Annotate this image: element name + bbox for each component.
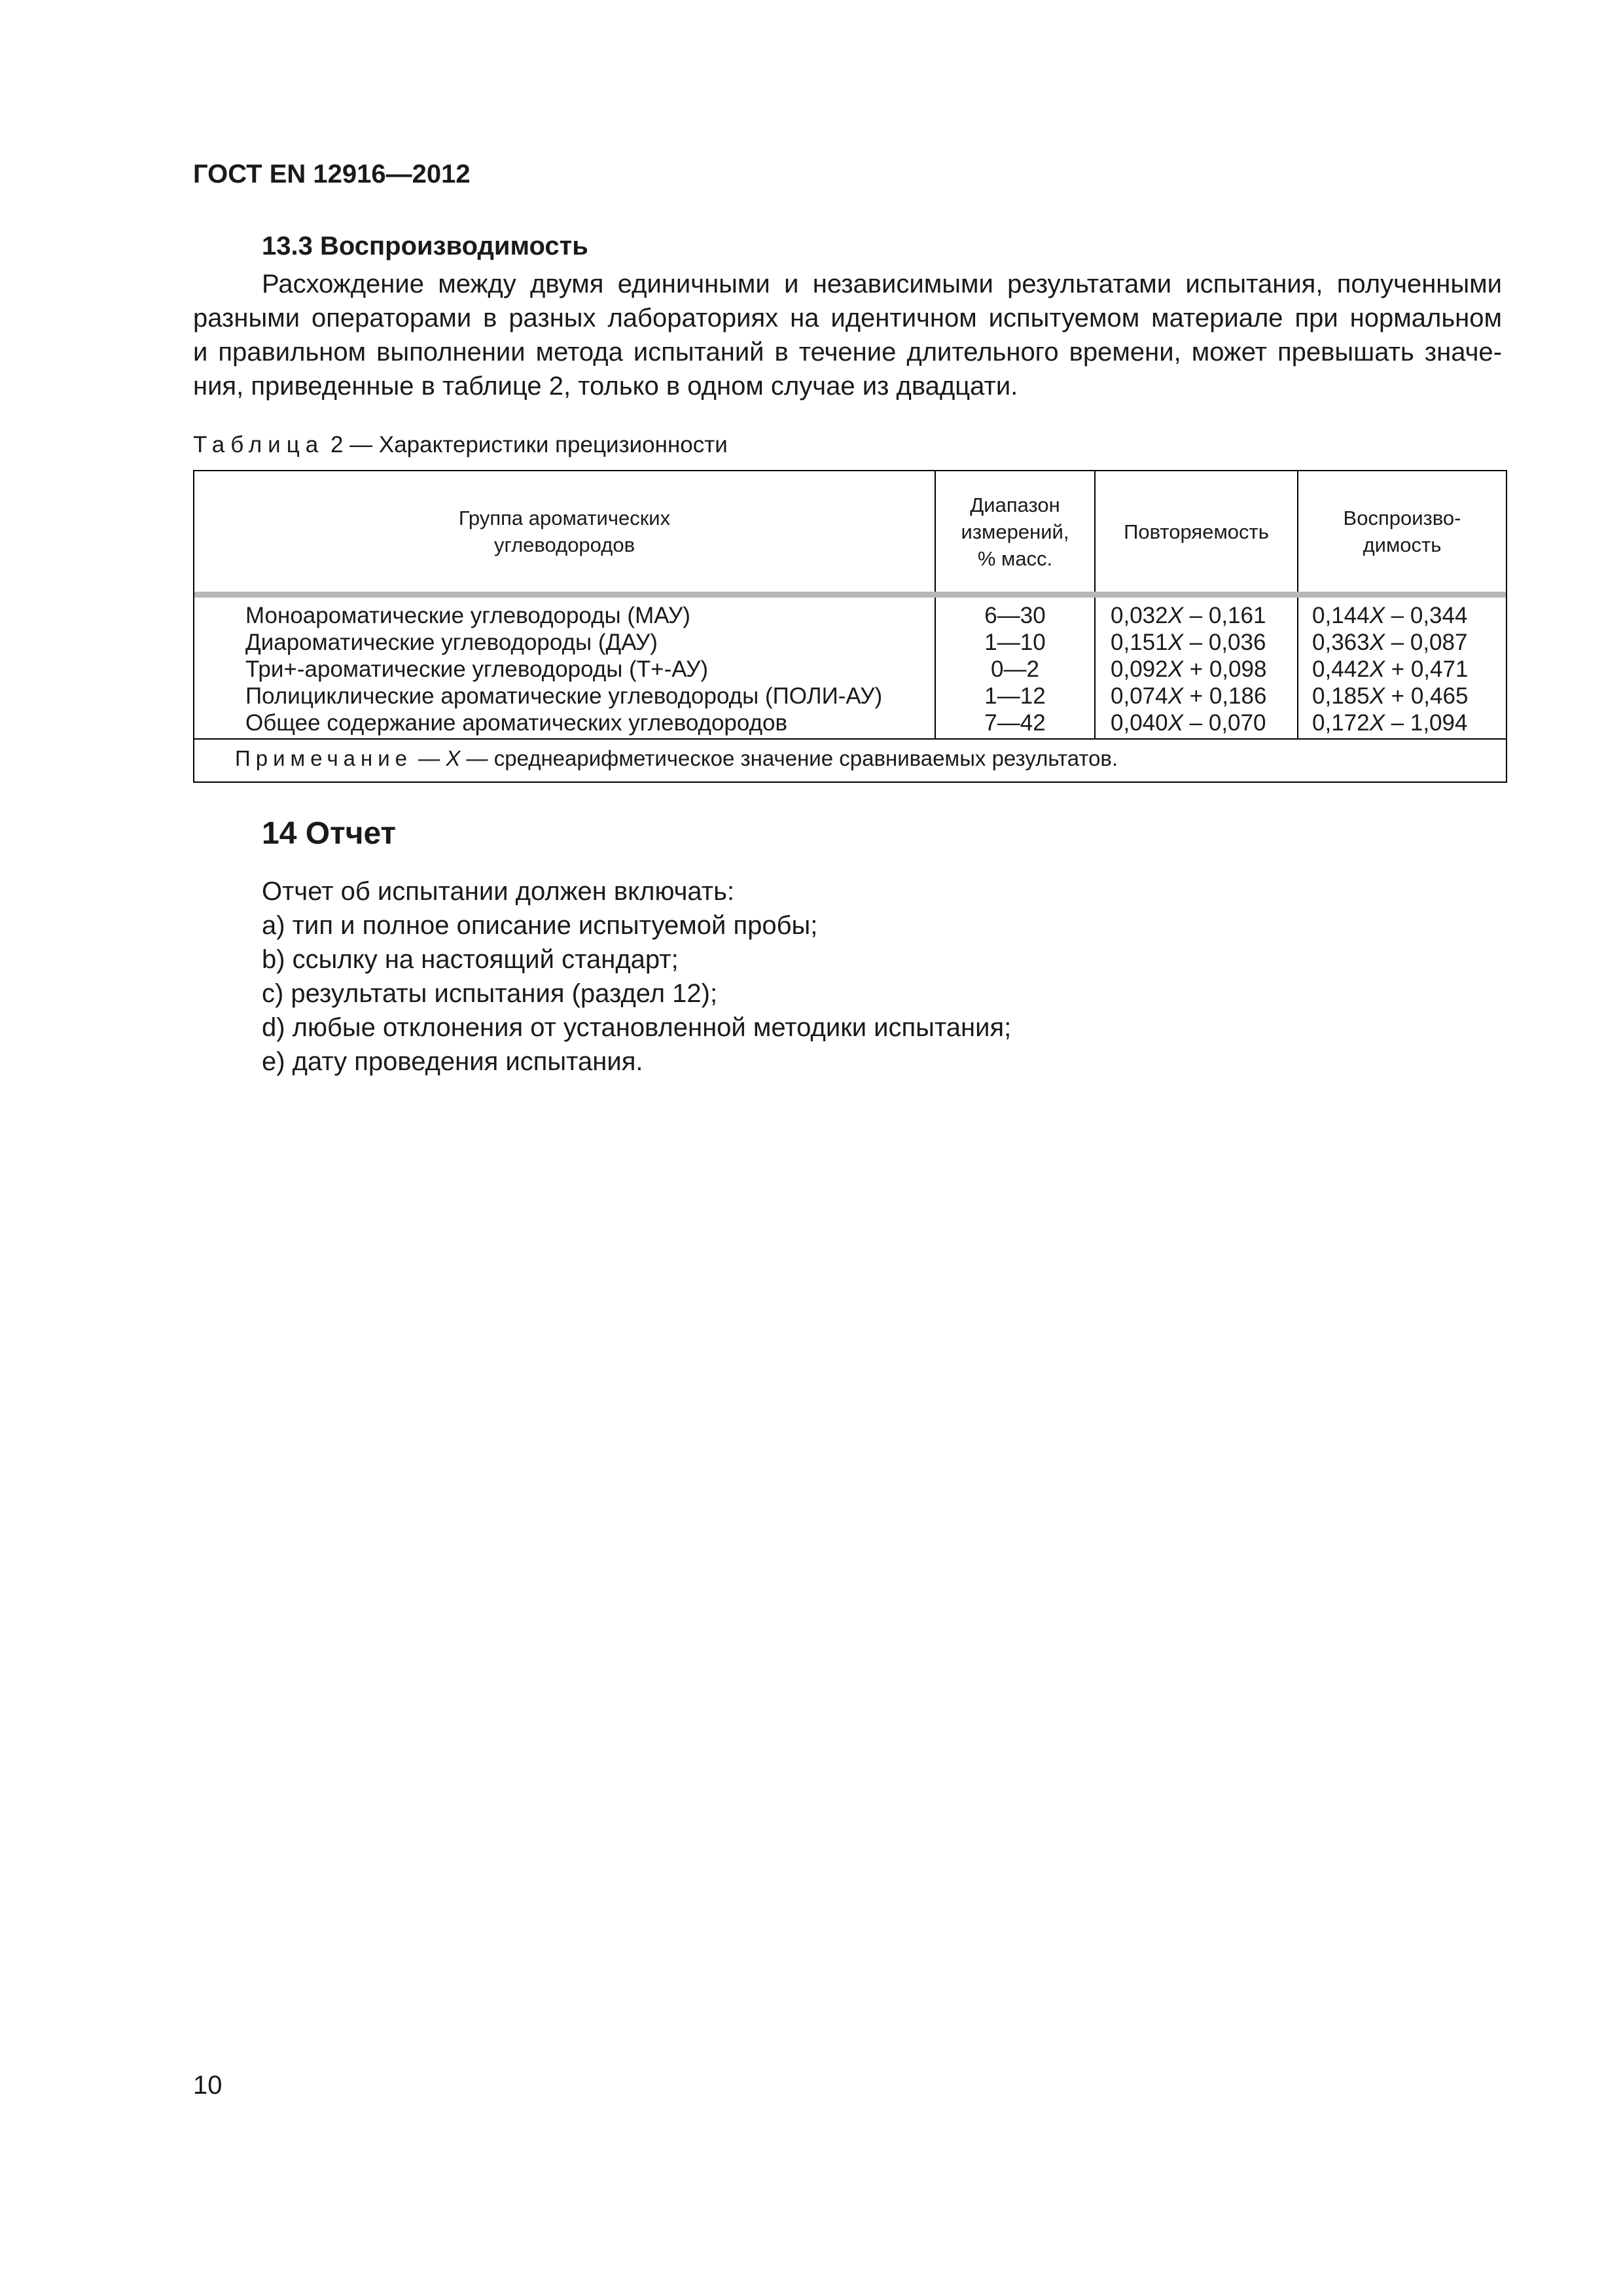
paragraph-line: ния, приведенные в таблице 2, только в одном случае из двадцати. xyxy=(193,372,1018,401)
note-text: — среднеарифметическое значение сравниваемых результатов. xyxy=(460,746,1118,770)
reproducibility-paragraph xyxy=(193,267,1502,403)
table-cell: 0,040X – 0,070 xyxy=(1111,710,1266,736)
header-separator xyxy=(194,592,1506,598)
note-variable: X xyxy=(446,746,461,770)
list-item: а) тип и полное описание испытуемой пробы; xyxy=(262,911,818,940)
report-requirements xyxy=(262,874,1011,1079)
table-cell: Полициклические ароматические углеводороды (ПОЛИ-АУ) xyxy=(245,683,883,709)
table-cell: 0,151X – 0,036 xyxy=(1111,630,1266,655)
table-cell: 0,172X – 1,094 xyxy=(1312,710,1468,736)
table-cell: Диароматические углеводороды (ДАУ) xyxy=(245,630,658,655)
list-item: d) любые отклонения от установленной методики испытания; xyxy=(262,1013,1012,1042)
repeatability-column xyxy=(1111,602,1266,736)
table-caption-text: 2 — Характеристики прецизионности xyxy=(324,432,728,457)
paragraph-line: Расхождение между двумя единичными и независимыми результатами испытания, полученными xyxy=(262,270,1502,298)
header-group: Группа ароматических углеводородов xyxy=(458,507,671,556)
table-cell: Три+-ароматические углеводороды (Т+-АУ) xyxy=(245,656,708,682)
note-dash: — xyxy=(412,746,446,770)
table-cell: 0—2 xyxy=(991,656,1039,682)
table-cell: 0,442X + 0,471 xyxy=(1312,656,1469,682)
list-item: с) результаты испытания (раздел 12); xyxy=(262,979,718,1008)
table-cell: 7—42 xyxy=(984,710,1046,736)
header-range: Диапазон измерений, % масс. xyxy=(961,493,1069,570)
precision-table xyxy=(193,470,1507,783)
table-note xyxy=(235,746,1118,771)
reproducibility-column xyxy=(1312,602,1468,736)
table-cell: 0,144X – 0,344 xyxy=(1312,603,1468,628)
table-cell: 1—10 xyxy=(984,630,1046,655)
range-column xyxy=(936,602,1094,736)
paragraph-line: и правильном выполнении метода испытаний в течение длительного времени, может превышать значе- xyxy=(193,338,1502,367)
table-cell: 6—30 xyxy=(984,603,1046,628)
header-reproducibility: Воспроизво-димость xyxy=(1343,507,1461,556)
table-caption xyxy=(193,432,728,458)
paragraph-line: разными операторами в разных лабораториях на идентичном испытуемом материале при нормальном xyxy=(193,304,1502,332)
table-cell: 0,074X + 0,186 xyxy=(1111,683,1267,709)
list-item: b) ссылку на настоящий стандарт; xyxy=(262,945,679,974)
table-cell: 0,185X + 0,465 xyxy=(1312,683,1469,709)
table-cell: 1—12 xyxy=(984,683,1046,709)
section-13-3-title: 13.3 Воспроизводимость xyxy=(262,232,588,260)
table-cell: Моноароматические углеводороды (МАУ) xyxy=(245,603,690,628)
list-item: е) дату проведения испытания. xyxy=(262,1047,643,1076)
document-header: ГОСТ EN 12916—2012 xyxy=(193,160,471,188)
note-label: Примечание xyxy=(235,746,413,770)
page-number: 10 xyxy=(193,2071,223,2100)
note-separator xyxy=(194,738,1506,740)
group-column xyxy=(245,602,882,736)
table-caption-label: Таблица xyxy=(193,432,325,457)
section-14-title: 14 Отчет xyxy=(262,816,397,851)
table-cell: 0,363X – 0,087 xyxy=(1312,630,1468,655)
table-cell: 0,032X – 0,161 xyxy=(1111,603,1266,628)
header-repeatability: Повторяемость xyxy=(1124,520,1269,543)
table-cell: Общее содержание ароматических углеводородов xyxy=(245,710,788,736)
table-cell: 0,092X + 0,098 xyxy=(1111,656,1267,682)
report-intro: Отчет об испытании должен включать: xyxy=(262,877,735,906)
